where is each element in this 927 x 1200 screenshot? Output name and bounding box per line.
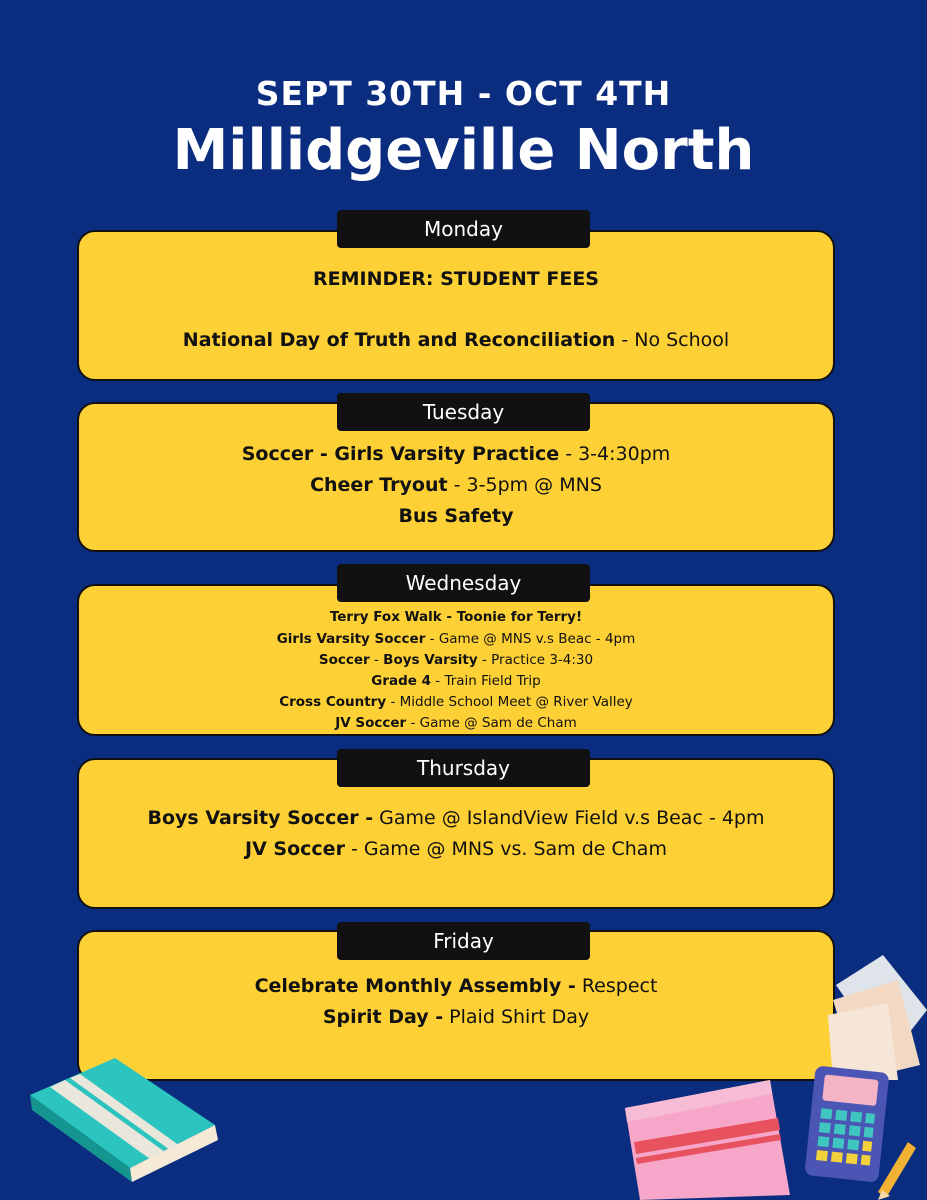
school-title: Millidgeville North: [172, 118, 755, 183]
wednesday-line-5: Cross Country - Middle School Meet @ River Valley: [279, 694, 633, 711]
pencil-icon: [870, 1140, 920, 1200]
wednesday-line-2: Girls Varsity Soccer - Game @ MNS v.s Beac - 4pm: [276, 630, 636, 647]
tab-monday: Monday: [337, 210, 590, 248]
wednesday-card: [77, 584, 835, 736]
wednesday-line-1: Terry Fox Walk - Toonie for Terry!: [329, 609, 583, 626]
notebook-icon: [620, 1080, 795, 1200]
wednesday-line-3: Soccer - Boys Varsity - Practice 3-4:30: [318, 651, 594, 668]
tuesday-line-1: Soccer - Girls Varsity Practice - 3-4:30pm: [241, 442, 671, 465]
book-icon: [20, 1050, 225, 1185]
monday-line-2: National Day of Truth and Reconciliation - No School: [182, 328, 730, 351]
friday-line-2: Spirit Day - Plaid Shirt Day: [322, 1005, 590, 1028]
thursday-line-2: JV Soccer - Game @ MNS vs. Sam de Cham: [245, 837, 667, 860]
friday-line-1: Celebrate Monthly Assembly - Respect: [254, 974, 658, 997]
monday-line-1: REMINDER: STUDENT FEES: [312, 267, 599, 290]
tab-thursday: Thursday: [337, 749, 590, 787]
monday-card: [77, 230, 835, 381]
tuesday-line-2: Cheer Tryout - 3-5pm @ MNS: [310, 473, 602, 496]
date-range: SEPT 30TH - OCT 4TH: [255, 74, 672, 113]
wednesday-line-4: Grade 4 - Train Field Trip: [371, 673, 541, 689]
tab-friday: Friday: [337, 922, 590, 960]
thursday-line-1: Boys Varsity Soccer - Game @ IslandView Field v.s Beac - 4pm: [147, 806, 765, 829]
wednesday-line-6: JV Soccer - Game @ Sam de Cham: [335, 715, 577, 732]
tuesday-line-3: Bus Safety: [398, 504, 514, 527]
tab-wednesday: Wednesday: [337, 564, 590, 602]
paper-icon: [828, 955, 927, 1080]
tab-tuesday: Tuesday: [337, 393, 590, 431]
